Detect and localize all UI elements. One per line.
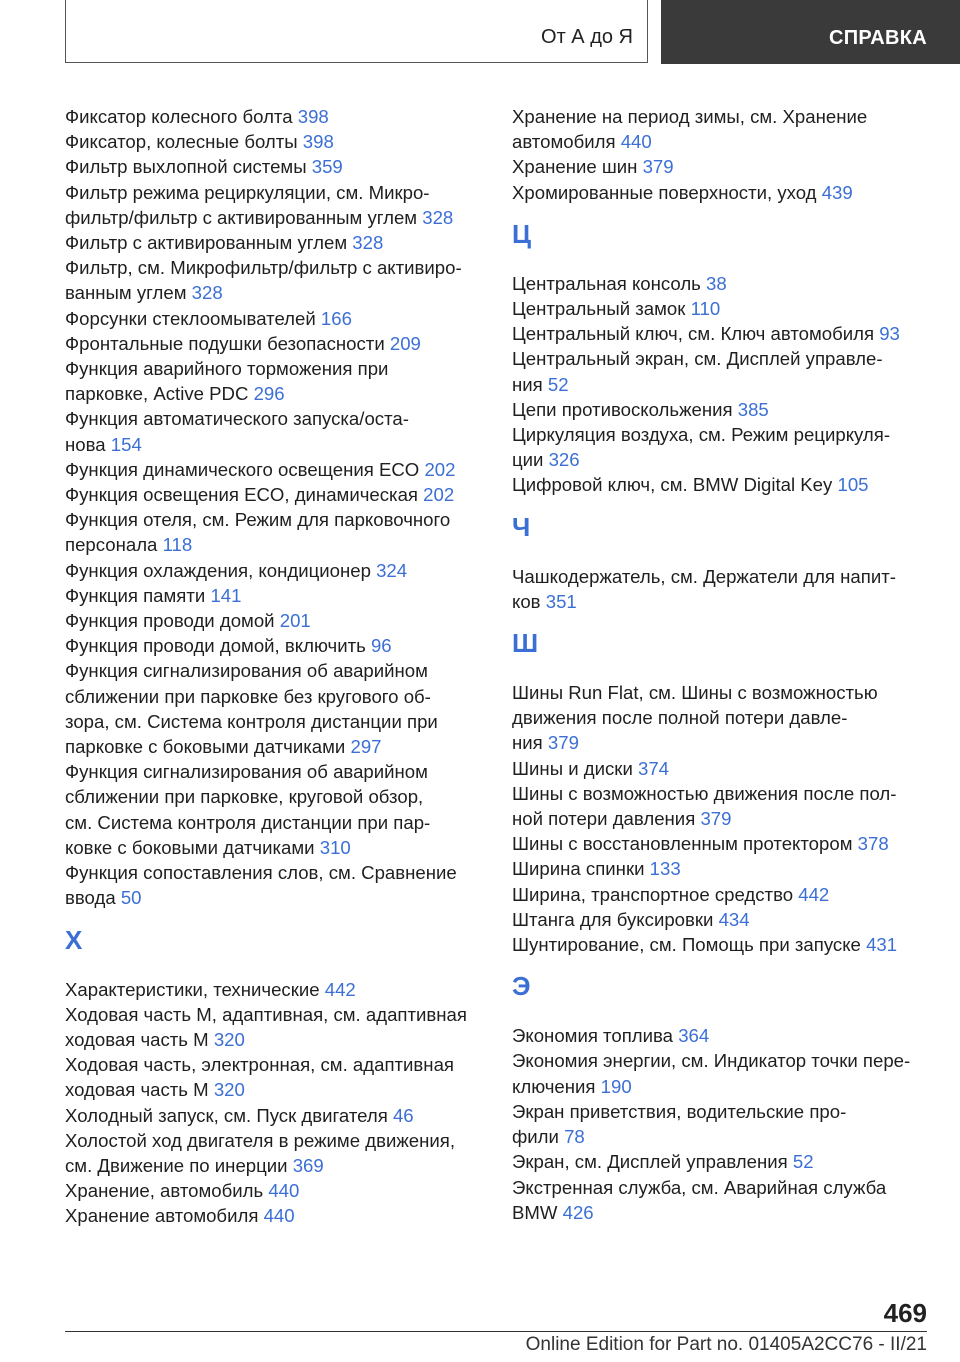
index-entry-text: Холостой ход двигателя в режиме движения, <box>65 1129 456 1151</box>
index-entry-text: Шины с возможностью движения после пол- <box>512 782 897 804</box>
page-reference-link[interactable]: 328 <box>422 206 454 228</box>
index-entry-text: Функция аварийного торможения при <box>65 358 389 380</box>
index-entry <box>65 104 475 129</box>
page-reference-link[interactable]: 374 <box>638 757 670 779</box>
index-letter-heading: Х <box>65 924 83 955</box>
index-entry-text: Хранение шин <box>512 156 643 178</box>
index-entry-text: Цепи противоскольжения <box>512 398 738 420</box>
page-reference-link[interactable]: 202 <box>424 458 456 480</box>
index-entry-text: Функция сигнализирования об аварийном <box>65 660 428 682</box>
page-reference-link[interactable]: 38 <box>706 272 727 294</box>
section-tab-a-to-z[interactable] <box>65 0 648 63</box>
index-entry-text: Хромированные поверхности, уход <box>512 181 822 203</box>
index-entry-text: Ширина спинки <box>512 858 650 880</box>
index-entry-text: Чашкодержатель, см. Держатели для напит- <box>512 565 896 587</box>
index-entry-text: Экран, см. Дисплей управления <box>512 1151 793 1173</box>
index-entry <box>65 230 475 255</box>
index-entry <box>65 558 475 583</box>
index-entry <box>512 564 922 614</box>
index-entry <box>65 977 475 1002</box>
index-entry <box>65 759 475 860</box>
index-entry-text: нова <box>65 433 111 455</box>
page-reference-link[interactable]: 141 <box>210 584 242 606</box>
page-reference-link[interactable]: 431 <box>866 934 898 956</box>
index-entry <box>65 154 475 179</box>
page-reference-link[interactable]: 434 <box>718 908 750 930</box>
index-entry <box>65 306 475 331</box>
index-entry <box>512 271 922 296</box>
index-entry-text: зора, см. Система контроля дистанции при <box>65 710 438 732</box>
page-reference-link[interactable]: 50 <box>120 887 142 909</box>
page-reference-link[interactable]: 320 <box>213 1028 245 1050</box>
page-reference-link[interactable]: 296 <box>253 383 285 405</box>
index-entry <box>512 321 922 346</box>
index-column-left <box>65 104 475 1229</box>
index-entry-text: парковке, Active PDC <box>65 383 254 405</box>
page-reference-link[interactable]: 440 <box>268 1180 300 1202</box>
index-entry <box>65 860 475 910</box>
index-entry-text: Экран приветствия, водительские про- <box>512 1100 847 1122</box>
section-tab-reference[interactable] <box>661 0 960 64</box>
index-entry <box>512 296 922 321</box>
page-reference-link[interactable]: 426 <box>562 1201 594 1223</box>
index-entry-text: Фильтр с активированным углем <box>65 232 353 254</box>
index-entry-text: Центральный экран, см. Дисплей управле- <box>512 348 883 370</box>
section-tab-a-to-z-label: От А до Я <box>541 26 633 48</box>
index-entry-text: ванным углем <box>65 282 192 304</box>
page-reference-link[interactable]: 364 <box>678 1025 710 1047</box>
index-entry <box>65 1052 475 1102</box>
index-entry-text: ния <box>512 373 548 395</box>
page-reference-link[interactable]: 52 <box>792 1151 814 1173</box>
page-reference-link[interactable]: 379 <box>700 808 732 830</box>
page-reference-link[interactable]: 52 <box>547 373 569 395</box>
index-entry-text: ввода <box>65 887 121 909</box>
index-entry <box>512 472 922 497</box>
page-reference-link[interactable]: 324 <box>376 559 408 581</box>
page-reference-link[interactable]: 385 <box>737 398 769 420</box>
index-entry-text: ходовая часть M <box>65 1028 214 1050</box>
index-entry <box>512 346 922 396</box>
page-reference-link[interactable]: 351 <box>545 590 577 612</box>
index-entry-text: Шины с восстановленным протектором <box>512 833 858 855</box>
index-entry <box>512 1023 922 1048</box>
index-entry-text: Фиксатор колесного болта <box>65 106 298 127</box>
index-entry-text: Функция проводи домой, включить <box>65 635 371 657</box>
index-entry-text: Шунтирование, см. Помощь при запуске <box>512 934 867 956</box>
index-entry-text: движения после полной потери давле- <box>512 707 848 729</box>
index-entry-text: ковке с боковыми датчиками <box>65 836 320 858</box>
index-entry <box>65 482 475 507</box>
page-reference-link[interactable]: 359 <box>311 156 343 178</box>
index-entry <box>65 507 475 557</box>
index-entry-text: Ширина, транспортное средство <box>512 883 799 905</box>
page-header <box>0 0 960 70</box>
index-entry-text: Ходовая часть M, адаптивная, см. адаптивная <box>65 1003 467 1025</box>
index-entry <box>65 1128 475 1178</box>
index-entry-text: парковке с боковыми датчиками <box>65 736 351 758</box>
page-reference-link[interactable]: 328 <box>352 232 384 254</box>
page-reference-link[interactable]: 93 <box>879 323 900 345</box>
page-reference-link[interactable]: 439 <box>821 181 853 203</box>
index-entry <box>65 406 475 456</box>
page-reference-link[interactable]: 166 <box>320 307 352 329</box>
index-entry-text: ния <box>512 732 548 754</box>
index-entry <box>65 1103 475 1128</box>
page-reference-link[interactable]: 202 <box>423 484 455 506</box>
index-entry-text: фильтр/фильтр с активированным углем <box>65 206 423 228</box>
index-entry-text: ной потери давления <box>512 808 701 830</box>
index-entry <box>512 422 922 472</box>
index-entry-text: фили <box>512 1126 565 1148</box>
index-entry-text: Хранение автомобиля <box>65 1205 264 1227</box>
page-reference-link[interactable]: 96 <box>370 635 392 657</box>
index-entry-text: Функция сопоставления слов, см. Сравнение <box>65 862 457 884</box>
page-reference-link[interactable]: 201 <box>279 610 311 632</box>
page-reference-link[interactable]: 310 <box>319 836 351 858</box>
index-letter-heading: Ш <box>512 628 539 659</box>
page-reference-link[interactable]: 328 <box>191 282 223 304</box>
index-entry-text: сближении при парковке, круговой обзор, <box>65 786 424 808</box>
index-entry <box>512 1099 922 1149</box>
index-entry <box>65 583 475 608</box>
index-entry-text: Центральный ключ, см. Ключ автомобиля <box>512 323 880 345</box>
index-entry <box>65 608 475 633</box>
index-entry-text: Функция охлаждения, кондиционер <box>65 559 377 581</box>
index-entry-text: Функция динамического освещения ECO <box>65 458 425 480</box>
page-reference-link[interactable]: 379 <box>642 156 674 178</box>
index-entry-text: Фронтальные подушки безопасности <box>65 332 390 354</box>
index-entry-text: Шины и диски <box>512 757 638 779</box>
index-entry-text: Цифровой ключ, см. BMW Digital Key <box>512 474 838 496</box>
index-entry-text: Функция памяти <box>65 584 211 606</box>
index-entry-text: Центральный замок <box>512 298 691 320</box>
index-entry-text: Экономия топлива <box>512 1025 679 1047</box>
index-entry <box>65 633 475 658</box>
index-entry-text: Холодный запуск, см. Пуск двигателя <box>65 1104 393 1126</box>
index-entry <box>65 1002 475 1052</box>
index-entry <box>512 1175 922 1225</box>
index-entry <box>65 129 475 154</box>
page-reference-link[interactable]: 154 <box>110 433 142 455</box>
index-entry-text: ходовая часть M <box>65 1079 214 1101</box>
page-reference-link[interactable]: 442 <box>798 883 830 905</box>
index-entry <box>512 104 922 154</box>
index-entry <box>65 356 475 406</box>
index-entry-text: Функция автоматического запуска/оста- <box>65 408 409 430</box>
page-reference-link[interactable]: 378 <box>857 833 889 855</box>
index-entry-text: ции <box>512 449 549 471</box>
index-entry-text: Фильтр, см. Микрофильтр/фильтр с активиро- <box>65 257 462 279</box>
index-entry-text: Функция проводи домой <box>65 610 280 632</box>
index-entry-text: персонала <box>65 534 163 556</box>
index-entry-text: Функция сигнализирования об аварийном <box>65 761 428 783</box>
index-entry <box>512 781 922 831</box>
index-entry-text: Хранение, автомобиль <box>65 1180 269 1202</box>
index-entry-text: Характеристики, технические <box>65 978 325 1000</box>
page-reference-link[interactable]: 78 <box>564 1126 585 1148</box>
index-entry <box>512 831 922 856</box>
index-entry <box>512 1149 922 1174</box>
index-entry-text: сближении при парковке без кругового об- <box>65 685 431 707</box>
page-reference-link[interactable]: 398 <box>297 106 329 127</box>
index-letter-heading: Ч <box>512 511 531 542</box>
page-reference-link[interactable]: 326 <box>548 449 580 471</box>
index-entry-text: BMW <box>512 1201 563 1223</box>
page-reference-link[interactable]: 379 <box>547 732 579 754</box>
footer-divider <box>65 1331 927 1332</box>
index-entry <box>512 882 922 907</box>
index-entry-text: см. Система контроля дистанции при пар- <box>65 811 431 833</box>
index-entry <box>65 1178 475 1203</box>
index-entry <box>512 154 922 179</box>
index-entry-text: ков <box>512 590 546 612</box>
page-reference-link[interactable]: 209 <box>389 332 421 354</box>
index-entry <box>65 255 475 305</box>
index-entry-text: Функция освещения ECO, динамическая <box>65 484 424 506</box>
index-entry <box>65 180 475 230</box>
section-tab-reference-label: СПРАВКА <box>828 27 927 49</box>
page-reference-link[interactable]: 442 <box>324 978 356 1000</box>
edition-note: Online Edition for Part no. 01405A2CC76 - II/21 <box>525 1334 927 1355</box>
index-entry-text: Шины Run Flat, см. Шины с возможностью <box>512 682 878 704</box>
index-entry-text: см. Движение по инерции <box>65 1154 293 1176</box>
page-reference-link[interactable]: 105 <box>837 474 869 496</box>
index-entry-text: Фиксатор, колесные болты <box>65 131 303 153</box>
index-entry-text: Штанга для буксировки <box>512 908 719 930</box>
index-entry-text: ключения <box>512 1075 601 1097</box>
index-letter-heading: Ц <box>512 218 531 249</box>
page-reference-link[interactable]: 440 <box>620 131 652 153</box>
index-entry-text: Хранение на период зимы, см. Хранение <box>512 106 868 127</box>
index-letter-heading: Э <box>512 971 531 1002</box>
index-entry <box>65 1203 475 1228</box>
page-reference-link[interactable]: 190 <box>600 1075 632 1097</box>
index-entry <box>65 457 475 482</box>
index-column-right <box>512 104 922 1225</box>
page-reference-link[interactable]: 46 <box>392 1104 414 1126</box>
index-entry-text: Экономия энергии, см. Индикатор точки пере- <box>512 1050 911 1072</box>
page-reference-link[interactable]: 398 <box>302 131 334 153</box>
index-entry-text: Функция отеля, см. Режим для парковочного <box>65 509 451 531</box>
page-reference-link[interactable]: 110 <box>690 298 721 320</box>
index-entry-text: Форсунки стеклоомывателей <box>65 307 321 329</box>
index-entry-text: Ходовая часть, электронная, см. адаптивная <box>65 1054 454 1076</box>
index-entry <box>65 658 475 759</box>
index-entry-text: Фильтр режима рециркуляции, см. Микро- <box>65 181 430 203</box>
page-reference-link[interactable]: 369 <box>292 1154 324 1176</box>
page-number: 469 <box>883 1298 927 1328</box>
page-reference-link[interactable]: 118 <box>162 534 193 556</box>
index-entry <box>65 331 475 356</box>
page-reference-link[interactable]: 320 <box>213 1079 245 1101</box>
index-entry-text: Экстренная служба, см. Аварийная служба <box>512 1176 887 1198</box>
index-entry-text: автомобиля <box>512 131 621 153</box>
page-reference-link[interactable]: 297 <box>350 736 382 758</box>
index-entry <box>512 180 922 205</box>
index-entry <box>512 397 922 422</box>
page-reference-link[interactable]: 440 <box>263 1205 295 1227</box>
page-reference-link[interactable]: 133 <box>649 858 681 880</box>
index-entry <box>512 756 922 781</box>
index-entry <box>512 680 922 756</box>
index-entry-text: Циркуляция воздуха, см. Режим рециркуля- <box>512 424 891 446</box>
index-entry <box>512 907 922 932</box>
index-entry-text: Фильтр выхлопной системы <box>65 156 312 178</box>
index-entry-text: Центральная консоль <box>512 272 707 294</box>
index-entry <box>512 1048 922 1098</box>
index-entry <box>512 856 922 881</box>
index-entry <box>512 932 922 957</box>
